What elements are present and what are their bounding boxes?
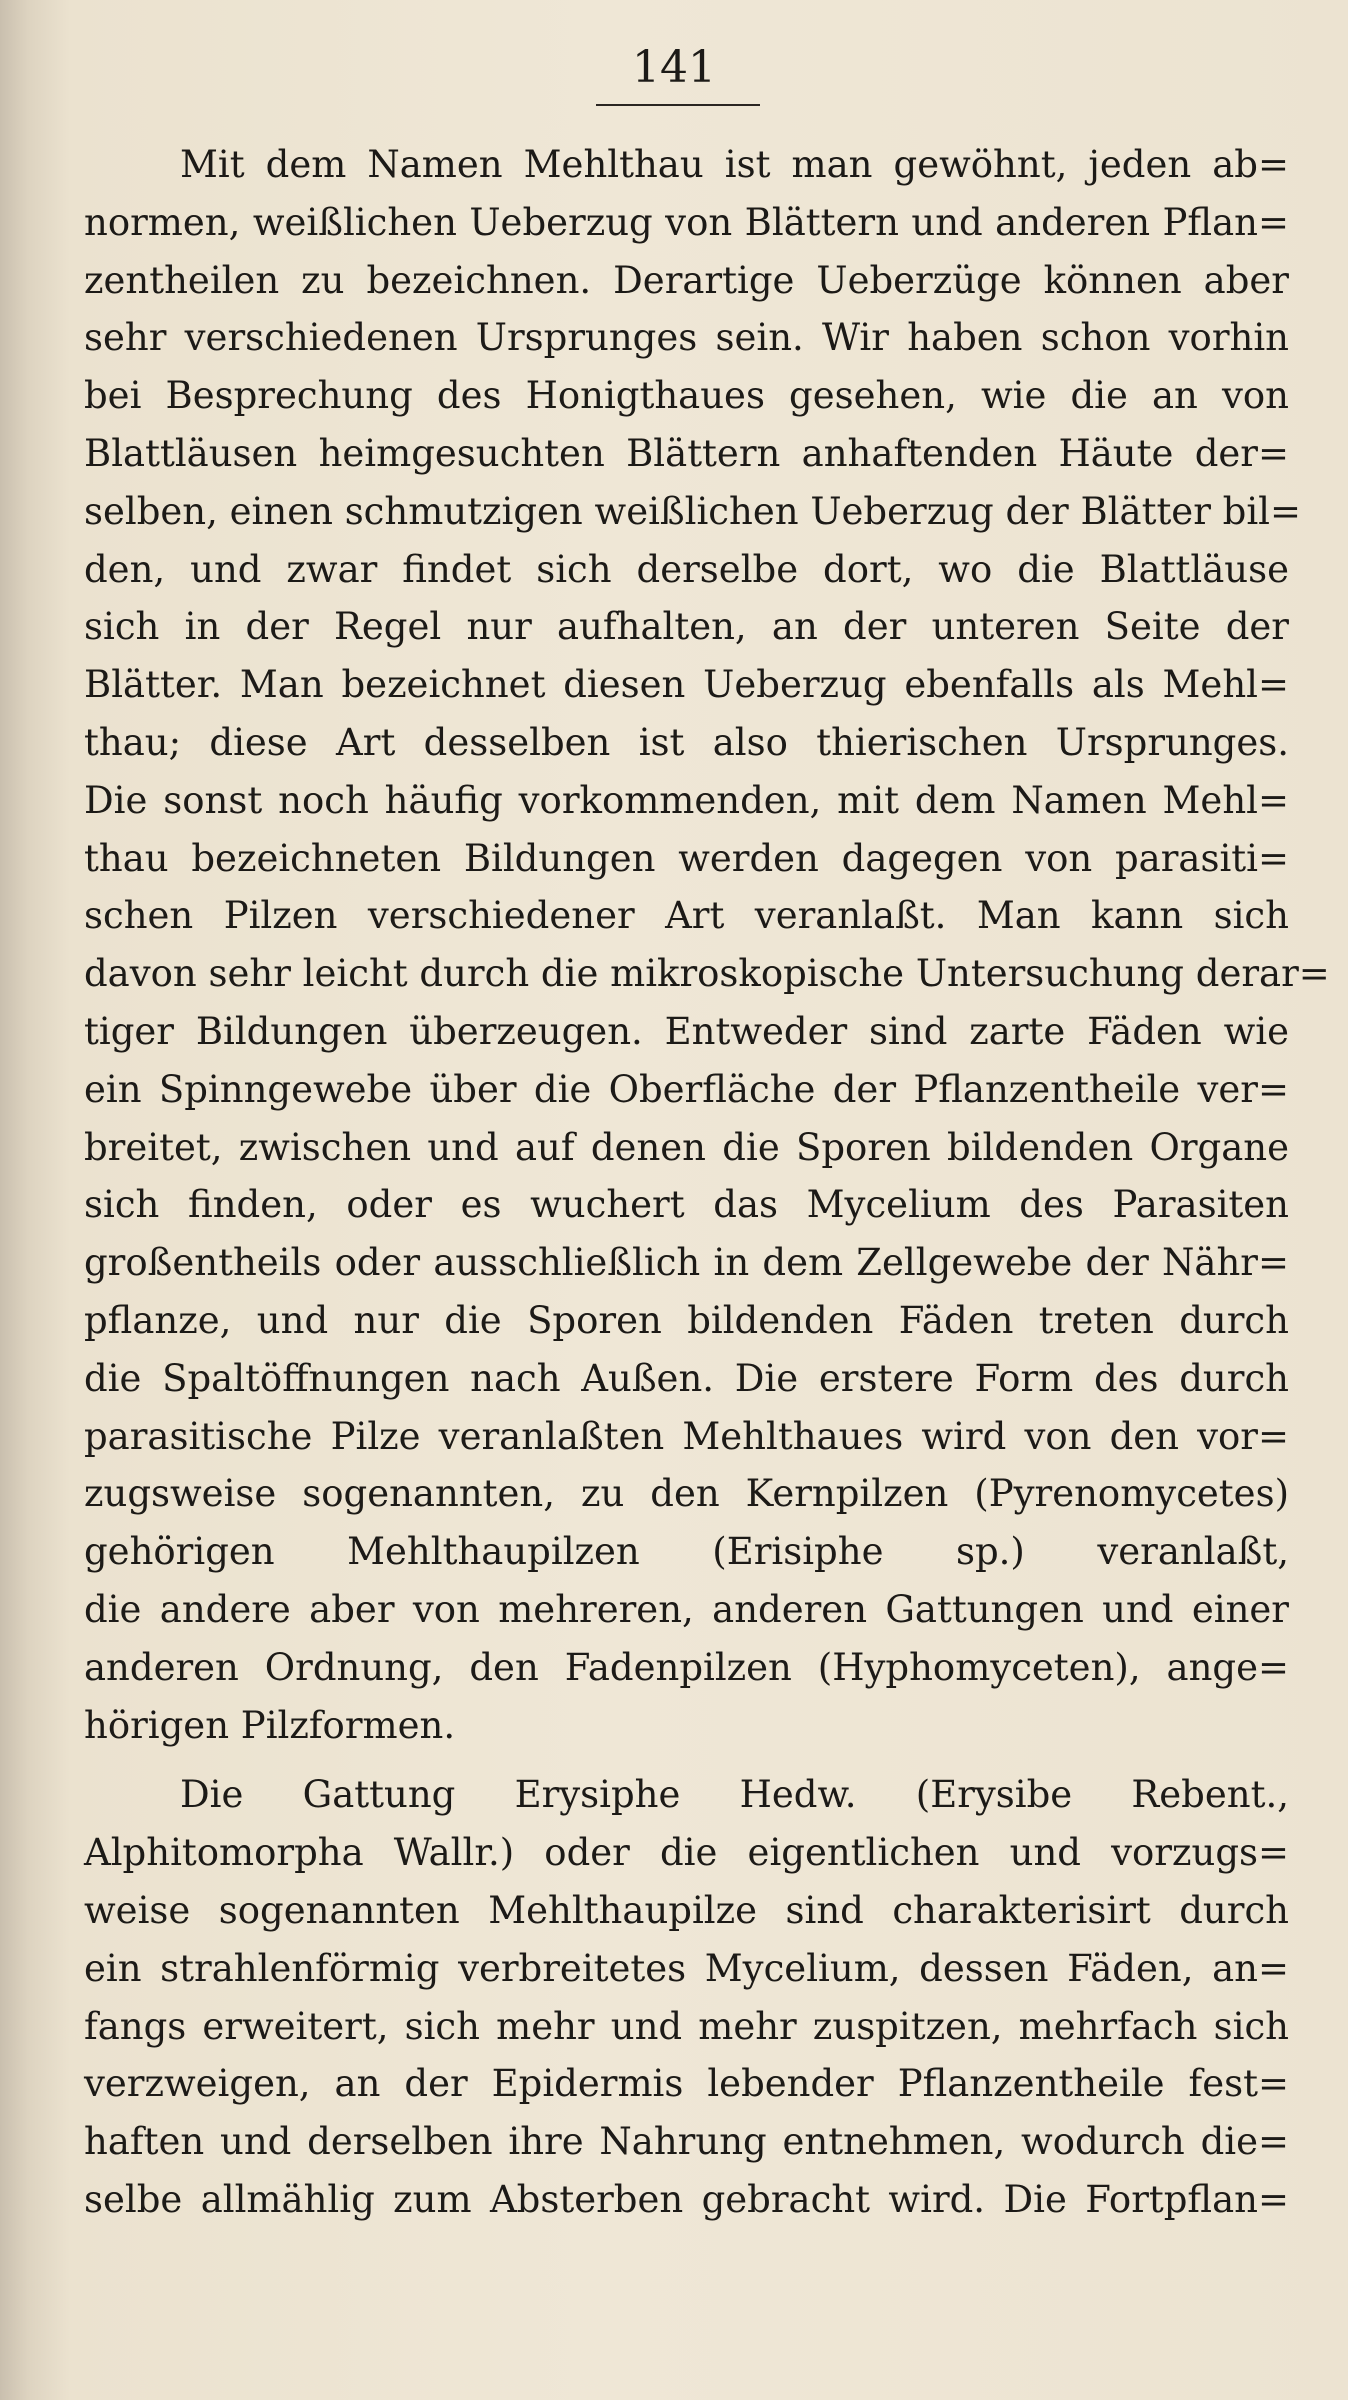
text-line: Die sonst noch häufig vorkommenden, mit dem Namen Mehl= (84, 778, 1289, 822)
text-line: davon sehr leicht durch die mikroskopische Untersuchung derar= (84, 952, 1330, 996)
text-line: normen, weißlichen Ueberzug von Blättern und anderen Pflan= (84, 200, 1289, 244)
text-line: selben, einen schmutzigen weißlichen Ueberzug der Blätter bil= (84, 489, 1302, 533)
text-line: die Spaltöffnungen nach Außen. Die erstere Form des durch (84, 1356, 1289, 1400)
text-line: fangs erweitert, sich mehr und mehr zuspitzen, mehrfach sich (84, 2004, 1289, 2048)
text-line: parasitische Pilze veranlaßten Mehlthaues wird von den vor= (84, 1414, 1289, 1458)
page-number-rule (596, 104, 760, 106)
text-line: zentheilen zu bezeichnen. Derartige Ueberzüge können aber (84, 258, 1289, 302)
text-line: Alphitomorpha Wallr.) oder die eigentlichen und vorzugs= (84, 1831, 1289, 1875)
text-line: haften und derselben ihre Nahrung entnehmen, wodurch die= (84, 2120, 1289, 2164)
text-line: thau; diese Art desselben ist also thierischen Ursprunges. (84, 720, 1289, 764)
text-line: pflanze, und nur die Sporen bildenden Fäden treten durch (84, 1298, 1289, 1342)
text-line: ein strahlenförmig verbreitetes Mycelium, dessen Fäden, an= (84, 1946, 1289, 1990)
text-line: großentheils oder ausschließlich in dem Zellgewebe der Nähr= (84, 1241, 1289, 1285)
text-line: bei Besprechung des Honigthaues gesehen, wie die an von (84, 374, 1289, 418)
text-line: Blattläusen heimgesuchten Blättern anhaftenden Häute der= (84, 431, 1289, 475)
body-text (84, 136, 1330, 2229)
text-line: Mit dem Namen Mehlthau ist man gewöhnt, jeden ab= (180, 143, 1289, 186)
text-line: thau bezeichneten Bildungen werden dagegen von parasiti= (84, 836, 1289, 880)
text-line: zugsweise sogenannten, zu den Kernpilzen (Pyrenomycetes) (84, 1472, 1289, 1516)
text-line: den, und zwar findet sich derselbe dort, wo die Blattläuse (84, 547, 1289, 591)
text-line: schen Pilzen verschiedener Art veranlaßt. Man kann sich (84, 894, 1289, 938)
text-line: selbe allmählig zum Absterben gebracht wird. Die Fortpflan= (84, 2177, 1289, 2221)
text-line: verzweigen, an der Epidermis lebender Pflanzentheile fest= (84, 2062, 1289, 2106)
text-line: tiger Bildungen überzeugen. Entweder sind zarte Fäden wie (84, 1009, 1289, 1053)
text-line: ein Spinngewebe über die Oberfläche der Pflanzentheile ver= (84, 1067, 1289, 1111)
text-line: sich finden, oder es wuchert das Mycelium des Parasiten (84, 1183, 1289, 1227)
page-number: 141 (632, 42, 716, 93)
text-line: breitet, zwischen und auf denen die Sporen bildenden Organe (84, 1125, 1289, 1169)
text-line: weise sogenannten Mehlthaupilze sind charakterisirt durch (84, 1888, 1289, 1932)
text-line: sich in der Regel nur aufhalten, an der unteren Seite der (84, 605, 1289, 649)
text-line: sehr verschiedenen Ursprunges sein. Wir haben schon vorhin (84, 316, 1289, 360)
text-line: anderen Ordnung, den Fadenpilzen (Hyphomyceten), ange= (84, 1645, 1289, 1689)
text-line: Blätter. Man bezeichnet diesen Ueberzug ebenfalls als Mehl= (84, 663, 1289, 707)
text-line: Die Gattung Erysiphe Hedw. (Erysibe Rebent., (180, 1773, 1289, 1817)
text-line: die andere aber von mehreren, anderen Gattungen und einer (84, 1587, 1289, 1631)
text-line: hörigen Pilzformen. (84, 1703, 456, 1747)
text-line: gehörigen Mehlthaupilzen (Erisiphe sp.) veranlaßt, (84, 1530, 1289, 1574)
